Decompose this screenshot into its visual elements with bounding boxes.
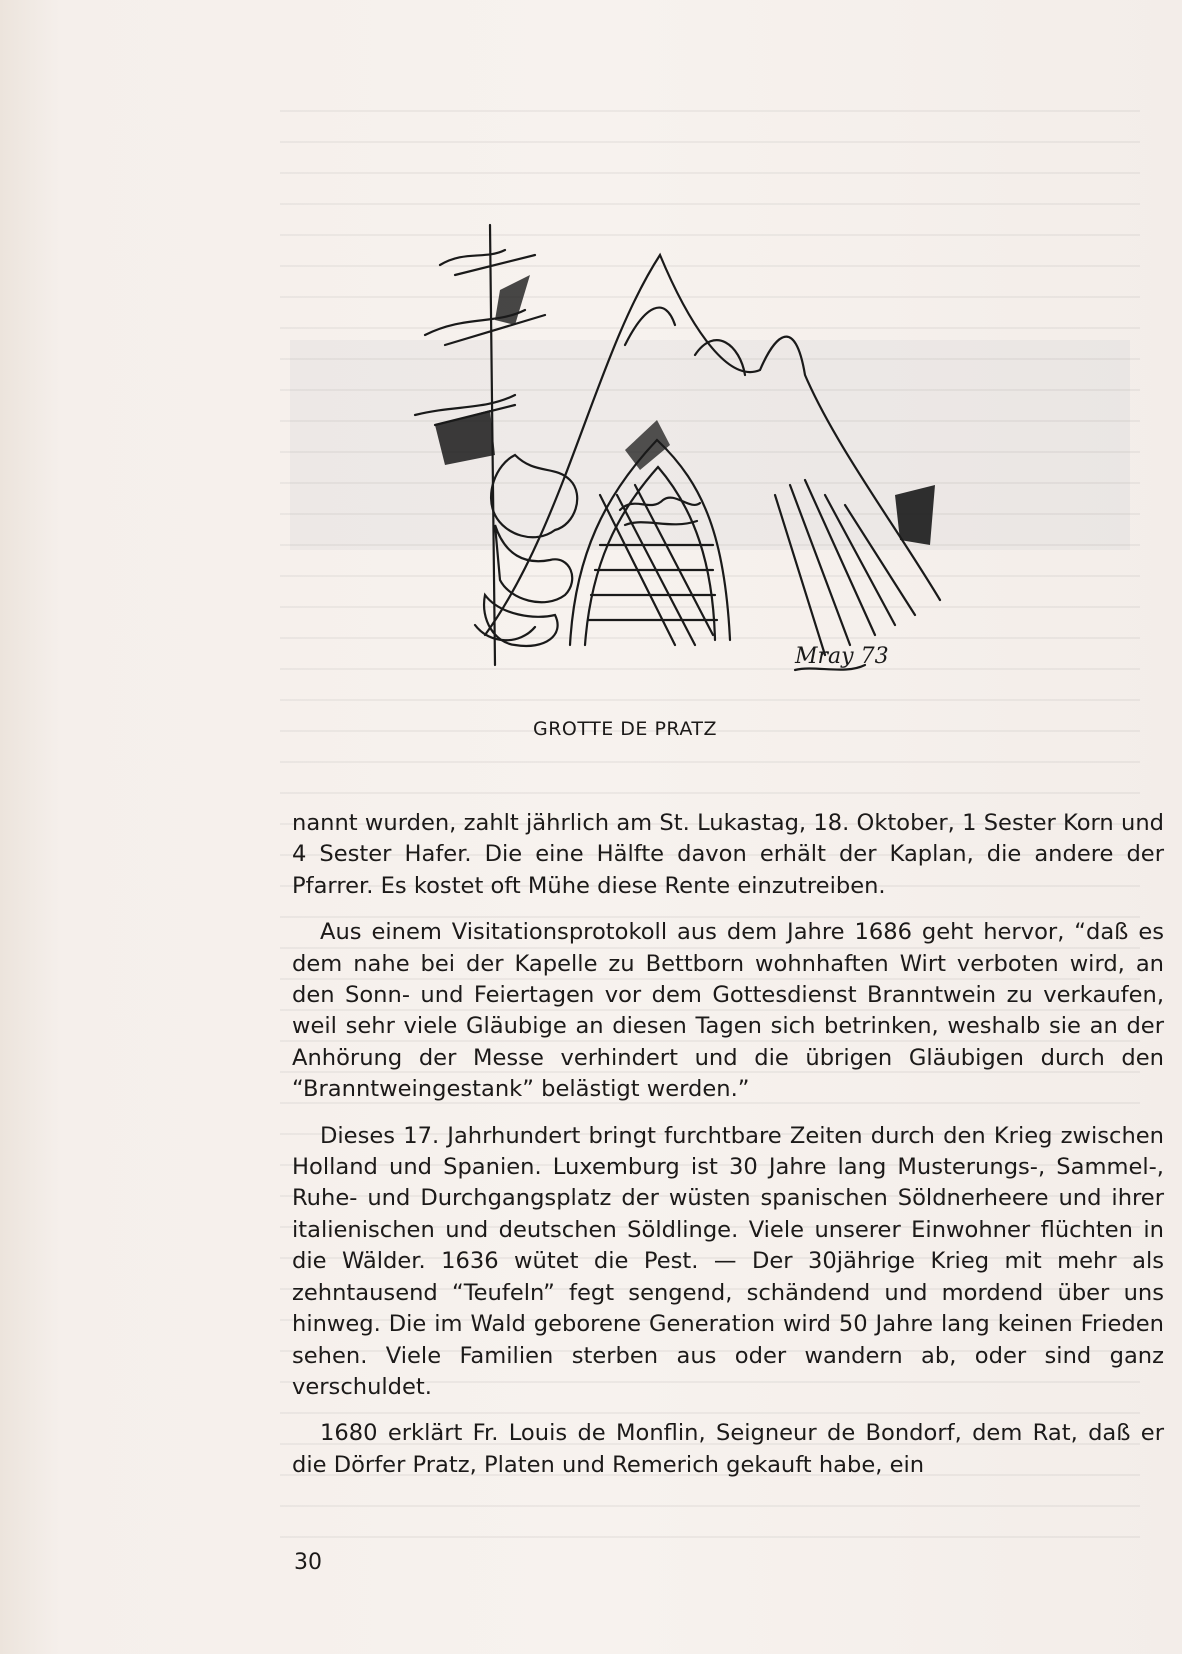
page-number: 30 — [294, 1550, 322, 1575]
paragraph: 1680 erklärt Fr. Louis de Monflin, Seigneur de Bondorf, dem Rat, daß er die Dörfer Pratz, Platen und Remerich gekauft habe, ein — [292, 1420, 1164, 1478]
artist-signature: Mray 73 — [795, 644, 889, 669]
grotto-sketch — [395, 195, 1015, 715]
illustration-caption: GROTTE DE PRATZ — [532, 718, 717, 740]
body-text — [292, 808, 1164, 1496]
paragraph: nannt wurden, zahlt jährlich am St. Lukastag, 18. Oktober, 1 Sester Korn und 4 Sester Hafer. Die eine Hälfte davon erhält der Kaplan, die andere der Pfarrer. Es kostet oft Mühe diese Rente einzutreiben. — [292, 810, 1164, 899]
paragraph: Dieses 17. Jahrhundert bringt furchtbare Zeiten durch den Krieg zwischen Holland und Spanien. Luxemburg ist 30 Jahre lang Musterungs-, Sammel-, Ruhe- und Durchgangsplatz der wüsten spanischen Söldnerheere und ihrer italienischen und deutschen Söldlinge. Viele unserer Einwohner flüchten in die Wälder. 1636 wütet die Pest. — Der 30jährige Krieg mit mehr als zehntausend “Teufeln” fegt sengend, schändend und mordend über uns hinweg. Die im Wald geborene Generation wird 50 Jahre lang keinen Frieden sehen. Viele Familien sterben aus oder wandern ab, oder sind ganz verschuldet. — [292, 1122, 1164, 1400]
paragraph: Aus einem Visitationsprotokoll aus dem Jahre 1686 geht hervor, “daß es dem nahe bei der Kapelle zu Bettborn wohnhaften Wirt verboten wird, an den Sonn- und Feiertagen vor dem Gottesdienst Branntwein zu verkaufen, weil sehr viele Gläubige an diesen Tagen sich betrinken, weshalb sie an der Anhörung der Messe verhindert und die übrigen Gläubigen durch den “Branntweingestank” belästigt werden.” — [292, 919, 1164, 1103]
